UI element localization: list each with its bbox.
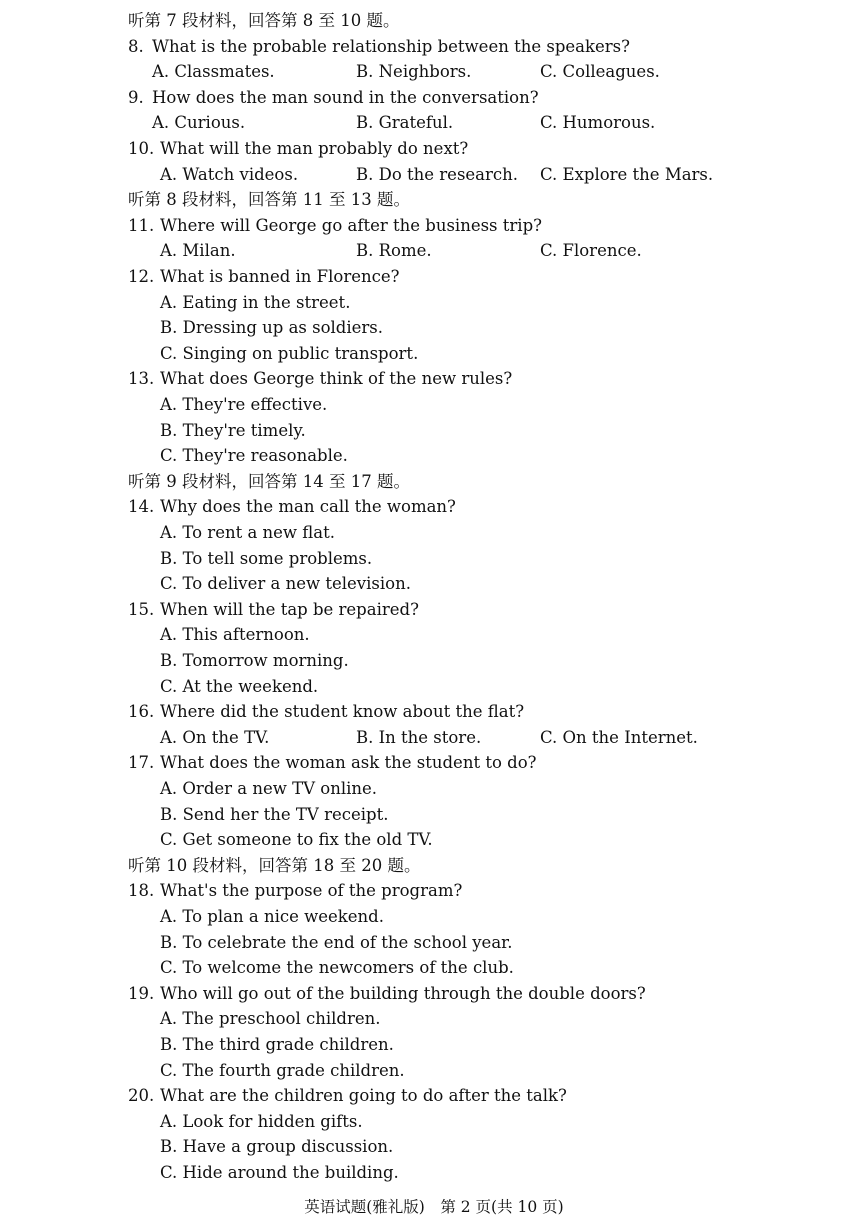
option-c: C. Explore the Mars.: [540, 164, 714, 184]
question-line: [0, 981, 868, 1007]
section-heading: 听第 9 段材料，回答第 14 至 17 题。: [128, 471, 410, 491]
question-text: What is banned in Florence?: [160, 267, 400, 286]
question-line: [0, 1083, 868, 1109]
options-line: [0, 162, 868, 188]
option-b: B. To tell some problems.: [160, 548, 373, 568]
option-line: [0, 341, 868, 367]
option-line: [0, 1058, 868, 1084]
options-line: [0, 59, 868, 85]
option-b: B. Neighbors.: [356, 62, 472, 82]
page-footer: 英语试题(雅礼版) 第 2 页(共 10 页): [304, 1198, 564, 1216]
text-line: [0, 8, 868, 34]
option-line: [0, 1032, 868, 1058]
option-line: [0, 571, 868, 597]
option-a: A. To plan a nice weekend.: [160, 907, 384, 926]
option-b: B. The third grade children.: [160, 1035, 394, 1054]
question-line: [0, 366, 868, 392]
question-text: What's the purpose of the program?: [160, 881, 463, 901]
question-number: 14.: [128, 497, 155, 517]
option-c: C. Florence.: [540, 241, 642, 261]
question-text: Where did the student know about the flat?: [160, 702, 525, 722]
option-c: C. At the weekend.: [160, 676, 319, 696]
question-text: What does the woman ask the student to do?: [160, 753, 537, 773]
option-line: [0, 392, 868, 418]
question-number: 19.: [128, 983, 155, 1003]
option-line: [0, 520, 868, 546]
section-heading: 听第 8 段材料，回答第 11 至 13 题。: [128, 190, 410, 210]
option-b: B. Rome.: [356, 241, 432, 261]
text-line: [0, 853, 868, 879]
question-line: [0, 213, 868, 239]
option-line: [0, 1006, 868, 1032]
option-a: A. Classmates.: [152, 62, 275, 82]
question-number: 13.: [128, 369, 155, 389]
option-line: [0, 290, 868, 316]
question-number: 8.: [128, 36, 144, 56]
question-text: What is the probable relationship between the speakers?: [152, 36, 630, 56]
option-line: [0, 418, 868, 444]
option-c: C. Humorous.: [540, 113, 656, 133]
option-b: B. In the store.: [356, 727, 482, 747]
question-text: Where will George go after the business trip?: [160, 215, 542, 235]
question-text: When will the tap be repaired?: [160, 599, 419, 619]
question-number: 11.: [128, 215, 155, 235]
option-b: B. Have a group discussion.: [160, 1137, 394, 1157]
option-line: [0, 1109, 868, 1135]
options-line: [0, 110, 868, 136]
option-line: [0, 955, 868, 981]
option-a: A. They're effective.: [160, 395, 328, 414]
question-line: [0, 85, 868, 111]
option-c: C. Colleagues.: [540, 62, 660, 82]
question-text: Who will go out of the building through the double doors?: [160, 983, 646, 1003]
option-b: B. Grateful.: [356, 113, 454, 133]
option-b: B. Do the research.: [356, 164, 519, 184]
option-a: A. This afternoon.: [160, 625, 310, 645]
question-number: 20.: [128, 1086, 155, 1106]
question-text: What will the man probably do next?: [160, 139, 469, 158]
option-a: A. On the TV.: [160, 727, 270, 747]
option-line: [0, 1134, 868, 1160]
option-a: A. The preschool children.: [160, 1009, 381, 1029]
option-c: C. Singing on public transport.: [160, 343, 419, 363]
option-line: [0, 674, 868, 700]
question-line: [0, 750, 868, 776]
option-c: C. To welcome the newcomers of the club.: [160, 958, 514, 978]
option-c: C. To deliver a new television.: [160, 574, 411, 594]
option-a: A. Order a new TV online.: [160, 779, 378, 798]
option-line: [0, 802, 868, 828]
question-text: How does the man sound in the conversation?: [152, 87, 539, 107]
question-number: 15.: [128, 599, 155, 619]
option-line: [0, 904, 868, 930]
question-line: [0, 34, 868, 60]
option-c: C. Get someone to fix the old TV.: [160, 830, 433, 850]
option-b: B. Dressing up as soldiers.: [160, 318, 384, 338]
question-number: 9.: [128, 87, 144, 107]
question-text: What does George think of the new rules?: [160, 369, 513, 389]
section-heading: 听第 7 段材料，回答第 8 至 10 题。: [128, 11, 400, 30]
option-c: C. The fourth grade children.: [160, 1060, 405, 1080]
option-b: B. They're timely.: [160, 420, 306, 440]
question-line: [0, 878, 868, 904]
question-line: [0, 136, 868, 162]
question-line: [0, 264, 868, 290]
text-line: [0, 469, 868, 495]
options-line: [0, 725, 868, 751]
option-a: A. Eating in the street.: [160, 292, 351, 312]
option-line: [0, 930, 868, 956]
question-line: [0, 597, 868, 623]
question-number: 18.: [128, 881, 155, 901]
option-b: B. To celebrate the end of the school year.: [160, 932, 513, 952]
question-text: Why does the man call the woman?: [160, 497, 456, 517]
question-text: What are the children going to do after the talk?: [160, 1086, 567, 1106]
option-b: B. Send her the TV receipt.: [160, 804, 389, 824]
option-line: [0, 315, 868, 341]
question-number: 17.: [128, 753, 155, 773]
option-c: C. Hide around the building.: [160, 1163, 399, 1182]
option-line: [0, 443, 868, 469]
option-b: B. Tomorrow morning.: [160, 651, 349, 670]
option-a: A. Look for hidden gifts.: [160, 1111, 363, 1131]
option-a: A. To rent a new flat.: [160, 523, 336, 542]
question-number: 12.: [128, 267, 155, 286]
option-a: A. Watch videos.: [160, 164, 299, 184]
option-line: [0, 648, 868, 674]
option-c: C. On the Internet.: [540, 727, 698, 747]
option-line: [0, 776, 868, 802]
text-line: [0, 187, 868, 213]
section-heading: 听第 10 段材料，回答第 18 至 20 题。: [128, 855, 421, 875]
question-line: [0, 699, 868, 725]
question-number: 10.: [128, 139, 155, 158]
option-c: C. They're reasonable.: [160, 446, 348, 466]
option-line: [0, 622, 868, 648]
option-line: [0, 1160, 868, 1186]
option-a: A. Curious.: [152, 113, 246, 133]
question-line: [0, 494, 868, 520]
option-line: [0, 546, 868, 572]
option-a: A. Milan.: [160, 241, 236, 261]
question-number: 16.: [128, 702, 155, 722]
option-line: [0, 827, 868, 853]
options-line: [0, 238, 868, 264]
